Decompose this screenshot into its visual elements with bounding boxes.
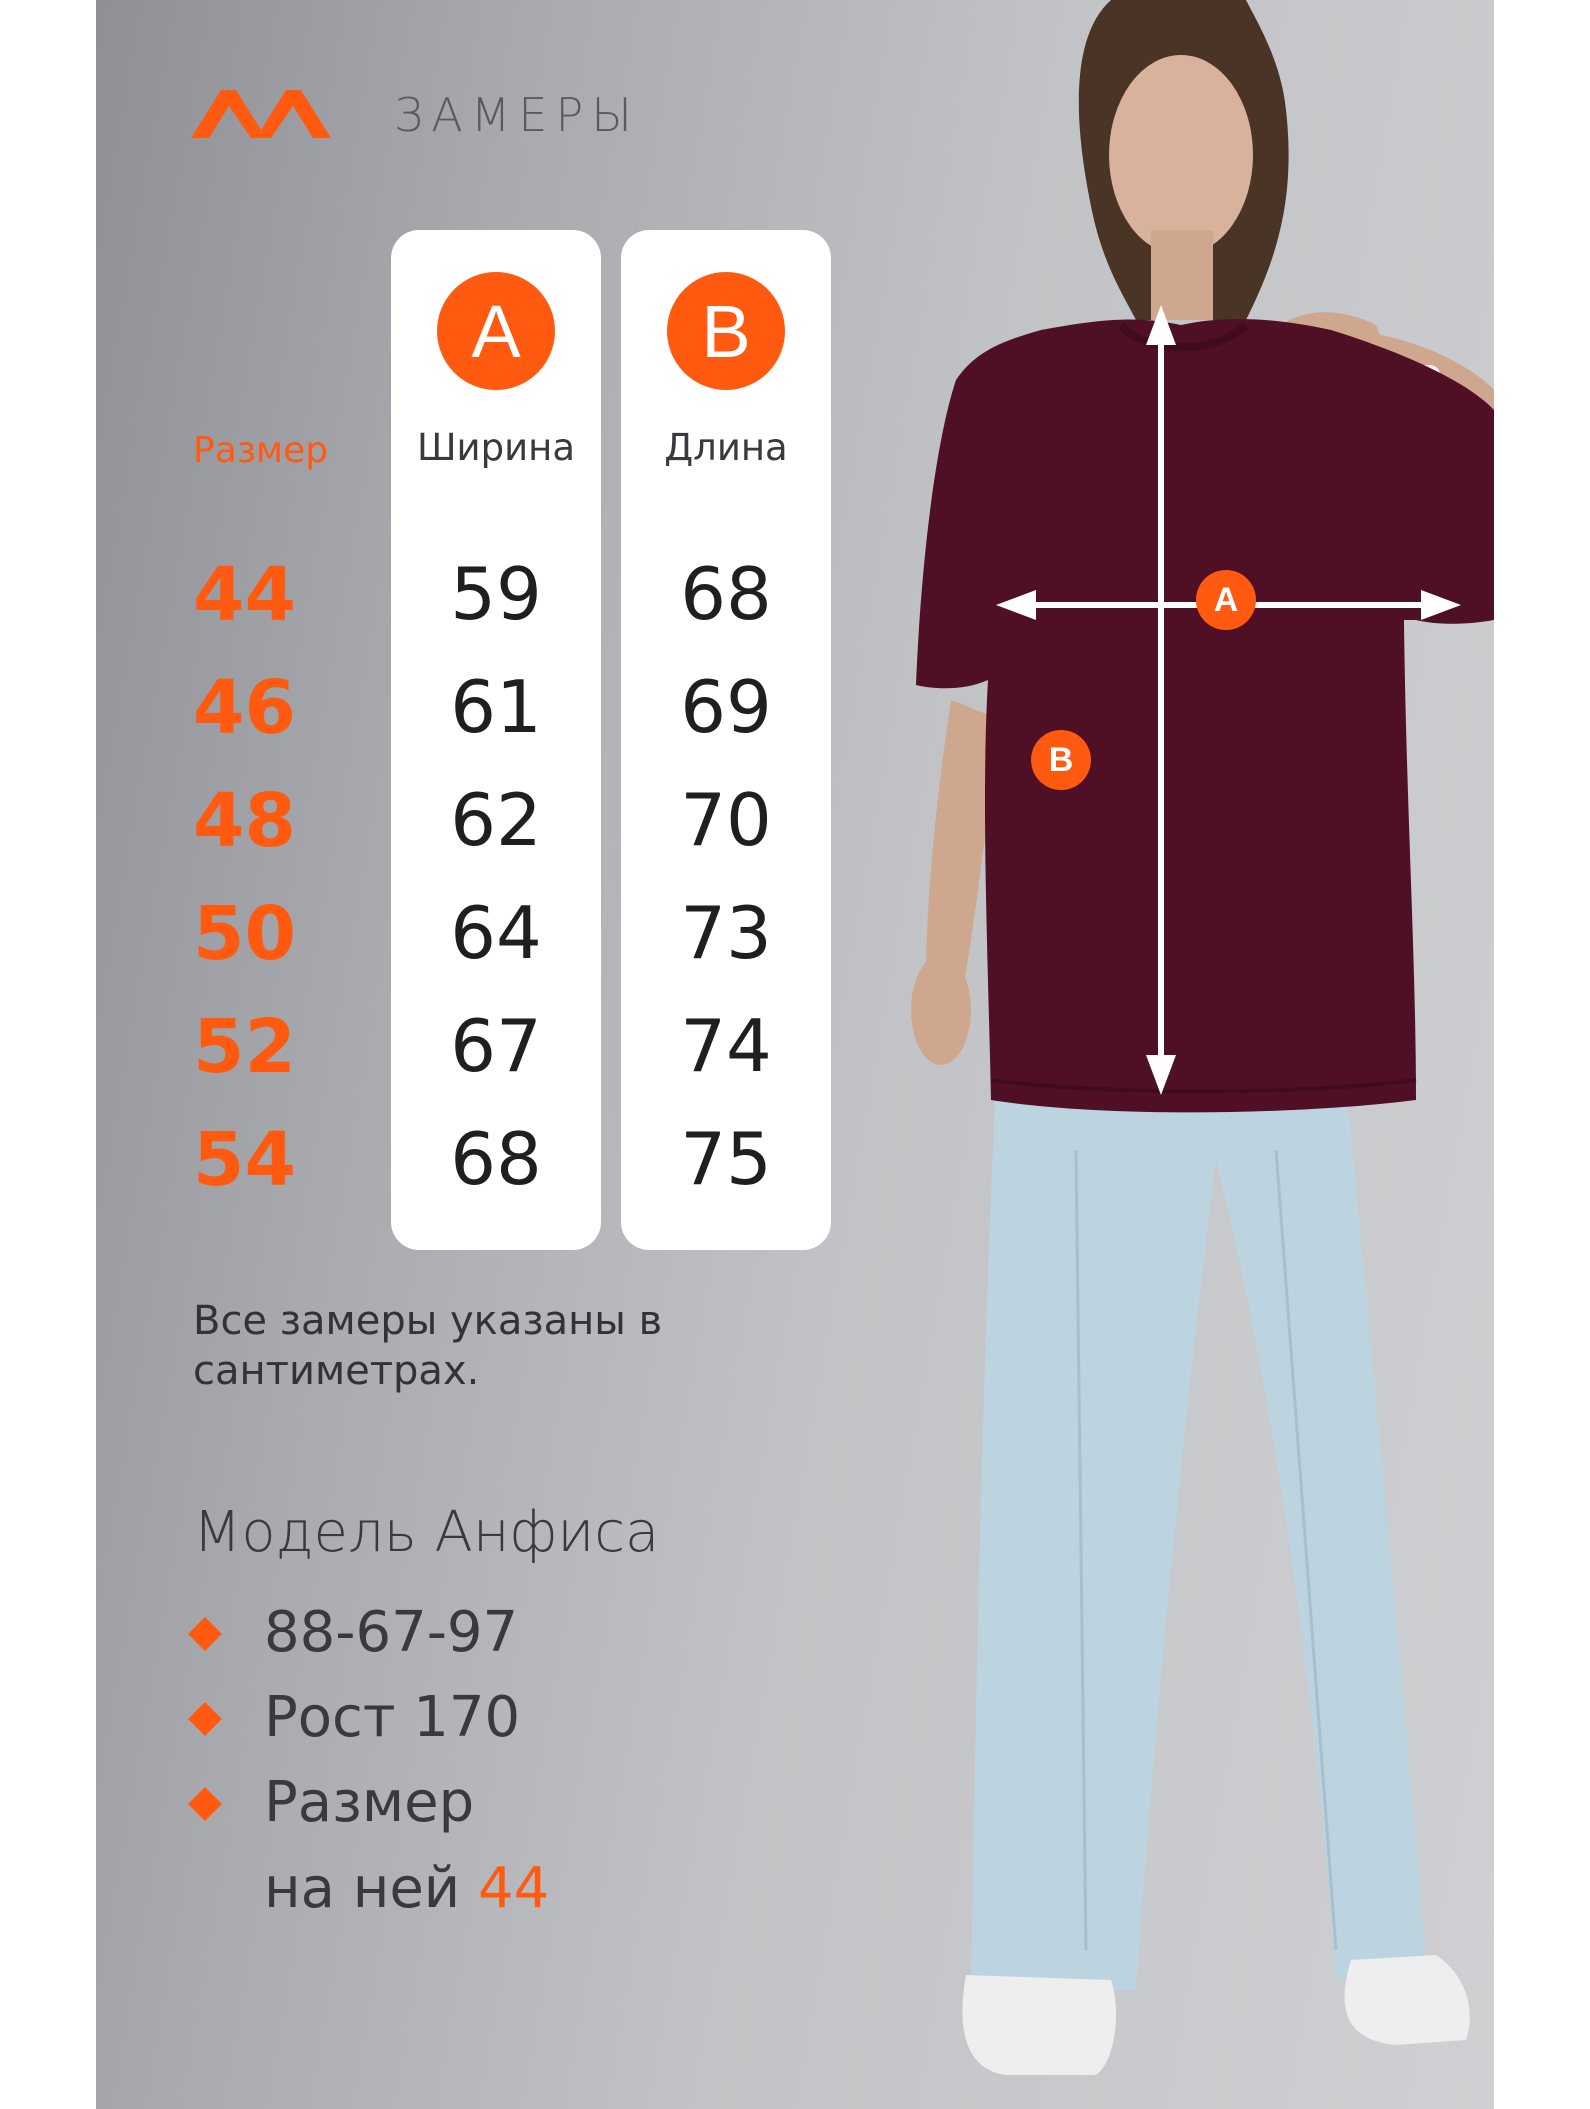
width-value: 59 xyxy=(450,552,542,636)
page-title: ЗАМЕРЫ xyxy=(394,88,640,142)
length-column-header: Длина xyxy=(664,426,788,469)
length-value: 69 xyxy=(680,665,772,749)
width-value: 68 xyxy=(450,1117,542,1201)
width-value: 67 xyxy=(450,1004,542,1088)
size-value: 44 xyxy=(193,552,296,638)
model-name: Модель Анфиса xyxy=(193,1500,660,1565)
bullet-diamond-icon xyxy=(188,1702,222,1736)
size-value: 52 xyxy=(193,1004,296,1090)
measure-a-marker: A xyxy=(1196,570,1256,630)
width-letter-badge: A xyxy=(437,272,555,390)
model-size-line xyxy=(264,1856,549,1921)
bullet-diamond-icon xyxy=(188,1787,222,1821)
model-height: Рост 170 xyxy=(264,1685,521,1750)
width-column-header: Ширина xyxy=(416,426,575,469)
size-value: 54 xyxy=(193,1117,296,1203)
length-value: 74 xyxy=(680,1004,772,1088)
measure-b-marker: B xyxy=(1031,730,1091,790)
model-size-prefix: на ней xyxy=(264,1856,478,1921)
width-column xyxy=(391,230,601,1250)
model-size-value: 44 xyxy=(478,1856,550,1921)
length-value: 75 xyxy=(680,1117,772,1201)
size-value: 50 xyxy=(193,891,296,977)
bullet-diamond-icon xyxy=(188,1617,222,1651)
size-value: 48 xyxy=(193,778,296,864)
width-value: 61 xyxy=(450,665,542,749)
model-photo xyxy=(776,0,1494,2109)
width-value: 64 xyxy=(450,891,542,975)
units-note: Все замеры указаны в сантиметрах. xyxy=(193,1298,663,1394)
length-value: 73 xyxy=(680,891,772,975)
model-params: 88-67-97 xyxy=(264,1600,519,1665)
length-value: 68 xyxy=(680,552,772,636)
length-value: 70 xyxy=(680,778,772,862)
model-size-label: Размер xyxy=(264,1770,475,1835)
brand-logo xyxy=(191,90,331,138)
size-chart-card xyxy=(96,0,1494,2109)
size-value: 46 xyxy=(193,665,296,751)
length-letter-badge: B xyxy=(667,272,785,390)
width-value: 62 xyxy=(450,778,542,862)
size-column-header: Размер xyxy=(193,430,329,471)
